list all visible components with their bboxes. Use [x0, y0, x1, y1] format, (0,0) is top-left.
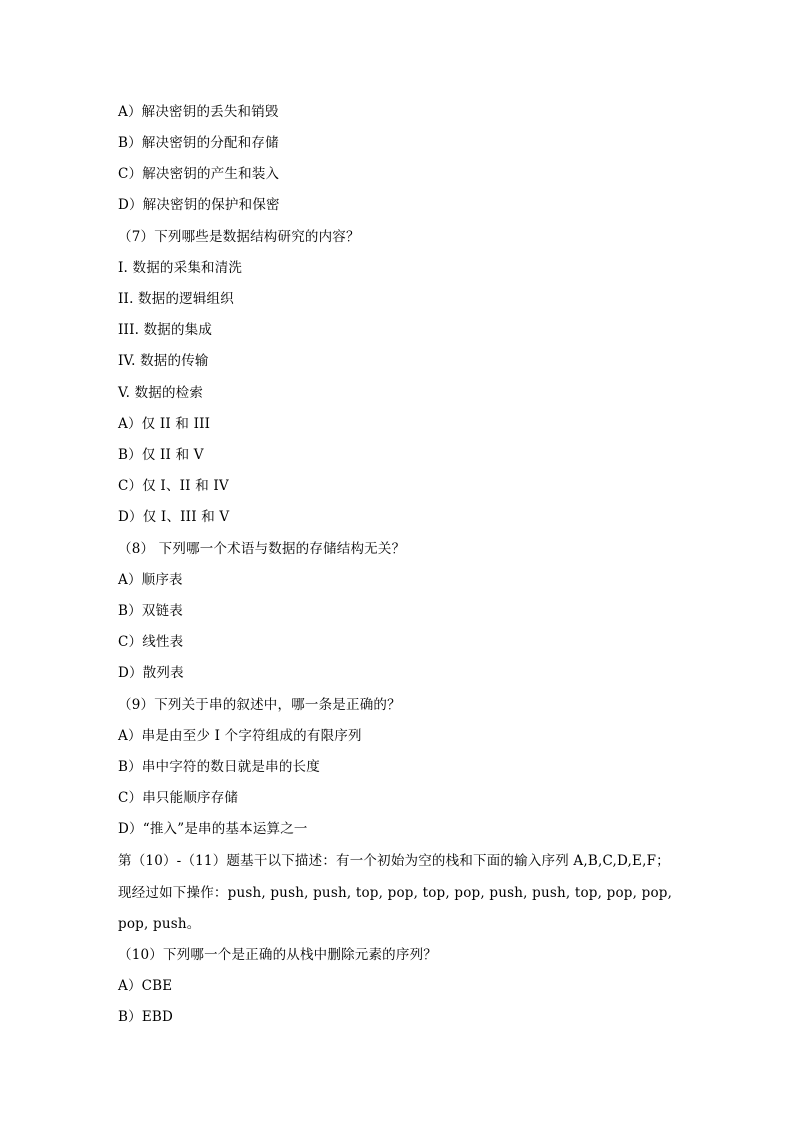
text-line: C）线性表: [118, 634, 184, 650]
question-heading: （7）下列哪些是数据结构研究的内容？: [118, 229, 360, 245]
text-line: 第（10）-（11）题基干以下描述：有一个初始为空的栈和下面的输入序列 A,B,C,D,E,F；: [118, 853, 670, 869]
text-line: III. 数据的集成: [118, 322, 213, 338]
text-line: A）CBE: [118, 978, 173, 994]
question-heading: （9）下列关于串的叙述中，哪一条是正确的？: [118, 697, 401, 713]
text-line: D）散列表: [118, 665, 184, 681]
text-line: B）仅 II 和 V: [118, 447, 204, 463]
text-line: I. 数据的采集和清洗: [118, 260, 243, 276]
text-line: B）串中字符的数日就是串的长度: [118, 759, 320, 775]
text-line: C）解决密钥的产生和装入: [118, 166, 280, 182]
text-line: II. 数据的逻辑组织: [118, 291, 234, 307]
text-line: A）串是由至少 I 个字符组成的有限序列: [118, 728, 362, 744]
text-line: V. 数据的检索: [118, 385, 204, 401]
question-heading: （10）下列哪一个是正确的从栈中删除元素的序列？: [118, 947, 437, 963]
text-line: D）“推入”是串的基本运算之一: [118, 821, 308, 837]
text-line: A）解决密钥的丢失和销毁: [118, 104, 279, 120]
text-line: C）串只能顺序存储: [118, 790, 239, 806]
text-line: A）仅 II 和 III: [118, 416, 211, 432]
text-line: IV. 数据的传输: [118, 353, 209, 369]
text-line: C）仅 I、II 和 IV: [118, 478, 229, 494]
text-line: D）解决密钥的保护和保密: [118, 197, 280, 213]
text-line: B）EBD: [118, 1009, 174, 1025]
text-line: pop, push。: [118, 916, 201, 932]
text-line: 现经过如下操作：push, push, push, top, pop, top, pop, push, push, top, pop, pop,: [118, 885, 673, 901]
text-line: B）解决密钥的分配和存储: [118, 135, 279, 151]
text-line: B）双链表: [118, 603, 183, 619]
text-line: A）顺序表: [118, 572, 183, 588]
text-line: D）仅 I、III 和 V: [118, 509, 230, 525]
question-heading: （8） 下列哪一个术语与数据的存储结构无关？: [118, 541, 406, 557]
